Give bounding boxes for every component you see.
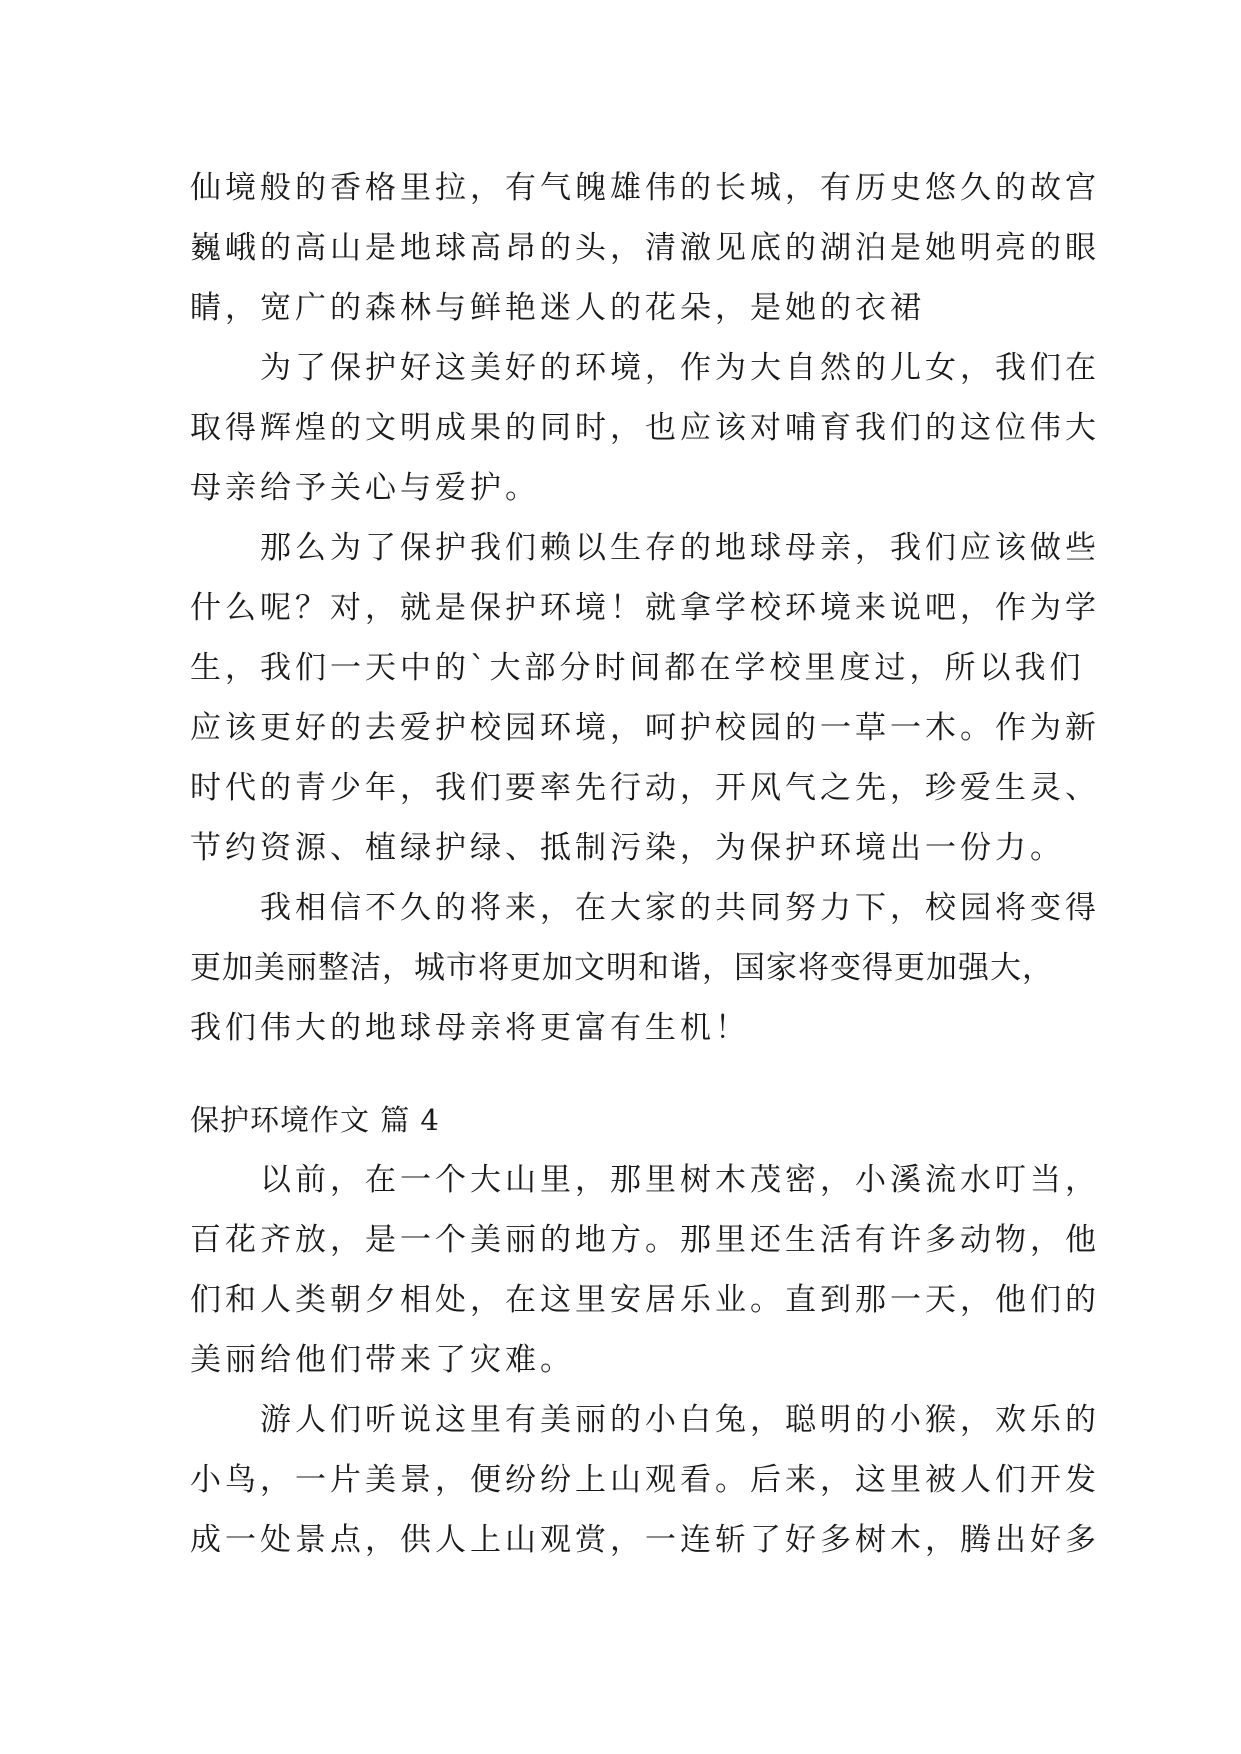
text-line: 应该更好的去爱护校园环境，呵护校园的一草一木。作为新 bbox=[190, 710, 1100, 746]
section-heading: 保护环境作文 篇 4 bbox=[190, 1103, 440, 1137]
text-line: 我们伟大的地球母亲将更富有生机！ bbox=[190, 1010, 750, 1046]
text-line: 百花齐放，是一个美丽的地方。那里还生活有许多动物，他 bbox=[190, 1222, 1100, 1258]
text-line: 更加美丽整洁，城市将更加文明和谐，国家将变得更加强大， bbox=[190, 950, 1054, 986]
text-line: 睛，宽广的森林与鲜艳迷人的花朵，是她的衣裙 bbox=[190, 290, 925, 326]
body-text-section-2 bbox=[190, 1150, 1100, 1570]
text-line: 小鸟，一片美景，便纷纷上山观看。后来，这里被人们开发 bbox=[190, 1462, 1100, 1498]
text-line: 什么呢？对，就是保护环境！就拿学校环境来说吧，作为学 bbox=[190, 590, 1100, 626]
text-line: 为了保护好这美好的环境，作为大自然的儿女，我们在 bbox=[260, 350, 1100, 386]
text-line: 仙境般的香格里拉，有气魄雄伟的长城，有历史悠久的故宫 bbox=[190, 170, 1100, 206]
text-line: 母亲给予关心与爱护。 bbox=[190, 470, 540, 506]
text-line: 巍峨的高山是地球高昂的头，清澈见底的湖泊是她明亮的眼 bbox=[190, 230, 1100, 266]
text-line: 我相信不久的将来，在大家的共同努力下，校园将变得 bbox=[260, 890, 1100, 926]
text-line: 美丽给他们带来了灾难。 bbox=[190, 1342, 575, 1378]
text-line: 节约资源、植绿护绿、抵制污染，为保护环境出一份力。 bbox=[190, 830, 1065, 866]
text-line: 成一处景点，供人上山观赏，一连斩了好多树木，腾出好多 bbox=[190, 1522, 1100, 1558]
text-line: 取得辉煌的文明成果的同时，也应该对哺育我们的这位伟大 bbox=[190, 410, 1100, 446]
text-line: 那么为了保护我们赖以生存的地球母亲，我们应该做些 bbox=[260, 530, 1100, 566]
text-line: 时代的青少年，我们要率先行动，开风气之先，珍爱生灵、 bbox=[190, 770, 1100, 806]
body-text-section-1 bbox=[190, 158, 1100, 1058]
text-line: 们和人类朝夕相处，在这里安居乐业。直到那一天，他们的 bbox=[190, 1282, 1100, 1318]
text-line: 游人们听说这里有美丽的小白兔，聪明的小猴，欢乐的 bbox=[260, 1402, 1100, 1438]
text-line: 以前，在一个大山里，那里树木茂密，小溪流水叮当， bbox=[260, 1162, 1100, 1198]
text-line: 生，我们一天中的`大部分时间都在学校里度过，所以我们 bbox=[190, 650, 1085, 686]
